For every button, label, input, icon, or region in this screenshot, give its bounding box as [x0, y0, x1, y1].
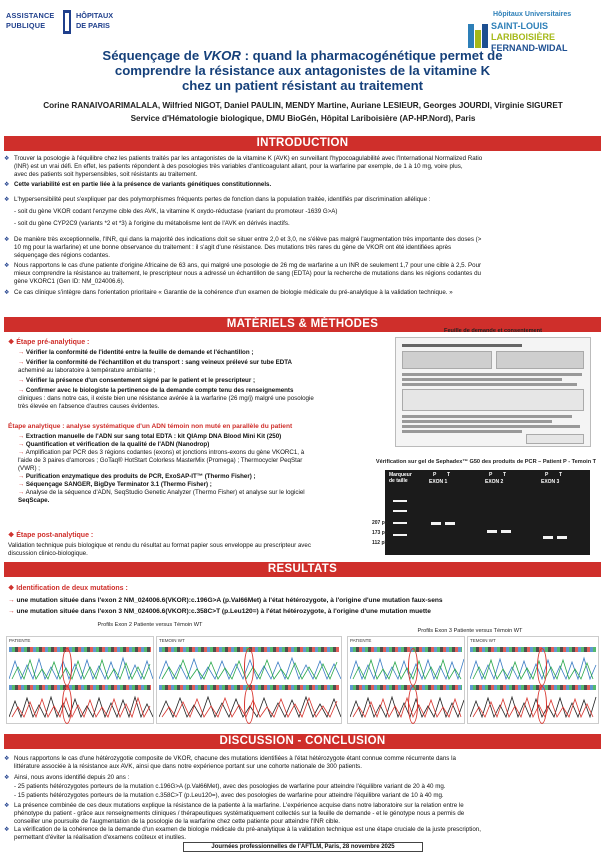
bullet-icon: ❖: [4, 181, 10, 188]
bullet-icon: ❖: [4, 802, 10, 809]
gel-image: [385, 470, 590, 555]
mutation-highlight-icon: [244, 648, 254, 686]
gel-exon-label: EXON 2: [485, 479, 504, 485]
logo-text: LARIBOISIÈRE: [491, 32, 556, 42]
gh-emblem-icon: [467, 22, 489, 50]
gel-lane-label: T: [503, 472, 507, 478]
logo-text: PUBLIQUE: [6, 21, 46, 30]
results-heading: ❖ Identification de deux mutations :: [8, 585, 128, 592]
mutation-highlight-icon: [408, 686, 418, 724]
title-part: chez un patient résistant au traitement: [181, 78, 424, 93]
logo-text: SAINT-LOUIS: [491, 21, 549, 31]
mutation-highlight-icon: [537, 648, 547, 686]
bullet-icon: ❖: [4, 262, 10, 269]
gel-lane-label: P: [433, 472, 437, 478]
gel-size-label: 112 pb: [372, 540, 388, 546]
chromatogram-exon3-patient: PATIENTE: [347, 636, 465, 724]
section-banner-introduction: INTRODUCTION: [4, 136, 601, 151]
intro-paragraph-5: Nous rapportons le cas d'une patiente d'origine Africaine de 63 ans, qui malgré une posologie de 26 mg de warfarine a un INR de seulement 1,7 pour une cible à 2,5. Pour mieux comprendre la résistance au traitement, le prescripteur nous a adressé un échantillon de sang (EDTA) pour la recherche de mutations dans les régions codantes du gène VKORC1 (Gen ID: NM_024006.6).: [14, 262, 482, 285]
mutation-highlight-icon: [408, 648, 418, 686]
gel-lane-label: P: [545, 472, 549, 478]
bullet-icon: ❖: [4, 236, 10, 243]
title-gene: VKOR: [202, 48, 241, 63]
section-banner-methods: MATÉRIELS & MÉTHODES: [4, 317, 601, 332]
figure-caption-gel: Vérification sur gel de Sephadex™ G50 des produits de PCR – Patient P - Temoin T: [375, 459, 597, 465]
gel-size-label: 173 pb: [372, 530, 388, 536]
postanalytic-text: Validation technique puis biologique et rendu du résultat au format papier sous enveloppe au prescripteur avec discussion clinico-biologique.: [8, 542, 311, 557]
bullet-icon: ❖: [4, 826, 10, 833]
request-form-image: [395, 337, 591, 447]
section-banner-discussion: DISCUSSION - CONCLUSION: [4, 734, 601, 749]
footer-conference: Journées professionnelles de l'AFTLM, Paris, 28 novembre 2025: [183, 842, 423, 852]
bullet-icon: ❖: [4, 155, 10, 162]
gel-marker-label: de taille: [389, 478, 408, 484]
bullet-icon: ❖: [4, 289, 10, 296]
discussion-paragraph-4: La vérification de la cohérence de la demande d'un examen de biologie médicale du pré-analytique à la validation technique est une étape cruciale de la juste prescription, permettant d'éviter la réalisation d'examens coûteux et inutiles.: [14, 826, 481, 841]
chromatogram-exon2-patient: PATIENTE: [6, 636, 154, 724]
bullet-icon: ❖: [4, 774, 10, 781]
logo-text: HÔPITAUX: [76, 11, 114, 20]
chromatogram-exon3-control: TEMOIN WT: [467, 636, 599, 724]
aphp-emblem-icon: [61, 8, 73, 36]
mutation-highlight-icon: [244, 686, 254, 724]
gel-exon-label: EXON 1: [429, 479, 448, 485]
logo-text: FERNAND-WIDAL: [491, 43, 568, 53]
intro-paragraph-3: L'hypersensibilité peut s'expliquer par des polymorphismes fréquents pertes de fonction dans la population traitée, identifiés par discrimination allélique : - soit du gène VKOR codant l'enzyme cible des AVK, la vitamine K oxydo-réductase (variant du promoteur -1639 G>A) - soit du gène CYP2C9 (variants *2 et *3) à l'origine du métabolisme lent de l'AVK en dérivés inactifs.: [14, 196, 431, 227]
logo-text: DE PARIS: [76, 21, 110, 30]
step-preanalytic-heading: ❖ Étape pré-analytique :: [8, 339, 90, 346]
title-part: comprendre la résistance aux antagonistes de la vitamine K: [114, 63, 491, 78]
intro-paragraph-2: Cette variabilité est en partie liée à la présence de variants génétiques constitutionnels.: [14, 181, 272, 188]
poster-title: [80, 48, 525, 93]
figure-caption-exon2: Profils Exon 2 Patiente versus Témoin WT: [97, 622, 203, 628]
gel-lane-label: T: [559, 472, 563, 478]
discussion-paragraph-1: Nous rapportons le cas d'une hétérozygotie composite de VKOR, chacune des mutations identifiées à l'état hétérozygote étant connue comme récurrente dans la littérature associée à la résistance aux AVK, ainsi que dans notre expérience portant sur une cohorte nationale de 300 patients.: [14, 755, 456, 770]
gel-lane-label: T: [447, 472, 451, 478]
title-part: : quand la pharmacogénétique permet de: [240, 48, 503, 63]
bullet-icon: ❖: [4, 196, 10, 203]
gel-size-label: 207 pb: [372, 520, 388, 526]
step-postanalytic-heading: ❖ Étape post-analytique :: [8, 532, 94, 539]
figure-caption-form: Feuille de demande et consentement: [444, 328, 542, 334]
intro-paragraph-4: De manière très exceptionnelle, l'INR, qui dans la majorité des indications doit se situer entre 2,0 et 3,0, ne s'élève pas malgré l'augmentation très importante des doses (> 10 mg pour la warfarine) et une bonne observance du traitement : il s'agit d'une résistance. Des mutations très rares du gène de VKOR ont été identifiées après séquençage des régions codantes.: [14, 236, 482, 259]
gel-exon-label: EXON 3: [541, 479, 560, 485]
analytic-steps: → Extraction manuelle de l'ADN sur sang total EDTA : kit QIAmp DNA Blood Mini Kit (250) → Quantification et vérification de la qualité de l'ADN (Nanodrop) → Amplification par PCR des 3 régions codantes (exons) et jonctions introns-exons du gène VKORC1, à l'aide de 3 paires d'amorces ; GoTaq® HotStart Colorless MasterMix (Promega) ; Thermocycler PeqStar (VWR) ; → Purification enzymatique des produits de PCR, ExoSAP-IT™ (Thermo Fisher) ; → Séquençage SANGER, BigDye Terminator 3.1 (Thermo Fisher) ; → Analyse de la séquence d'ADN, SeqStudio Genetic Analyzer (Thermo Fisher) et analyse sur le logiciel SeqScape.: [18, 433, 305, 504]
intro-paragraph-6: Ce cas clinique s'intègre dans l'orientation prioritaire « Garantie de la cohérence d'un examen de biologie médicale du pré-analytique à la validation technique. »: [14, 289, 453, 296]
title-part: Séquençage de: [102, 48, 203, 63]
figure-caption-exon3: Profils Exon 3 Patiente versus Témoin WT: [417, 628, 523, 634]
step-analytic-heading: Étape analytique : analyse systématique d'un ADN témoin non muté en parallèle du patient: [8, 423, 293, 430]
chromatogram-exon2-control: TEMOIN WT: [156, 636, 342, 724]
aphp-logo: [6, 8, 124, 38]
section-banner-results: RESULTATS: [4, 562, 601, 577]
gel-marker-label: Marqueur: [389, 472, 412, 478]
affiliation: Service d'Hématologie biologique, DMU BioGén, Hôpital Lariboisière (AP-HP.Nord), Paris: [130, 114, 476, 123]
bullet-icon: ❖: [4, 755, 10, 762]
discussion-paragraph-3: La présence combinée de ces deux mutations explique la résistance de la patiente à la warfarine. L'expérience acquise dans notre laboratoire sur la relation entre le phénotype du patient - grâce aux renseignements cliniques / thérapeutiques systématiquement collectés sur la feuille de demande - et le génotype nous a permis de conseiller une poursuite de l'augmentation de la posologie de la warfarine chez cette patiente pour atteindre l'INR cible.: [14, 802, 465, 825]
mutation-highlight-icon: [62, 648, 72, 686]
results-list: → une mutation située dans l'exon 2 NM_024006.6(VKOR):c.196G>A (p.Val66Met) à l'état hétérozygote, à l'origine d'une mutation faux-sens → une mutation située dans l'exon 3 NM_024006.6(VKOR):c.358C>T (p.Leu120=) à l'état hétérozygote, à l'origine d'une mutation muette: [8, 597, 443, 615]
preanalytic-steps: → Vérifier la conformité de l'identité entre la feuille de demande et l'échantillon ; → Vérifier la conformité de l'échantillon et du transport : sang veineux prélevé sur tube EDTA acheminé au laboratoire à température ambiante ; → Vérifier la présence d'un consentement signé par le patient et le prescripteur ; → Confirmer avec le biologiste la pertinence de la demande compte tenu des renseignements cliniques : dans notre cas, il existe bien une résistance avérée à la warfarine (26 mg/j) malgré une posologie très élevée en l'absence d'autres causes évidentes.: [18, 349, 314, 410]
mutation-highlight-icon: [537, 686, 547, 724]
logo-text: ASSISTANCE: [6, 11, 55, 20]
logo-text: Hôpitaux Universitaires: [493, 11, 572, 18]
mutation-highlight-icon: [62, 686, 72, 724]
gel-lane-label: P: [489, 472, 493, 478]
authors: Corine RANAIVOARIMALALA, Wilfried NIGOT, Daniel PAULIN, MENDY Martine, Auriane LESIEUR, Georges JOURDI, Virginie SIGURET: [43, 101, 563, 110]
intro-paragraph-1: Trouver la posologie à l'équilibre chez les patients traités par les antagonistes de la vitamine K (AVK) en surveillant l'hypocoagulabilité avec l'International Normalized Ratio (INR) est un vrai défi. En effet, les patients répondent à des posologies très variables d'anticoagulant allant, pour la warfarine par exemple, de 1 à 10 mg, voire plus, avec des patients soit hypersensibles, soit résistants au traitement.: [14, 155, 483, 178]
discussion-paragraph-2: Ainsi, nous avons identifié depuis 20 ans : - 25 patients hétérozygotes porteurs de la mutation c.196G>A (p.Val66Met), avec des posologies de warfarine pour atteindre l'équilibre variant de 20 à 40 mg. - 15 patients hétérozygotes porteurs de la mutation c.358C>T (p.Leu120=), avec des posologies de warfarine pour atteindre l'équilibre variant de 10 à 40 mg.: [14, 774, 446, 799]
